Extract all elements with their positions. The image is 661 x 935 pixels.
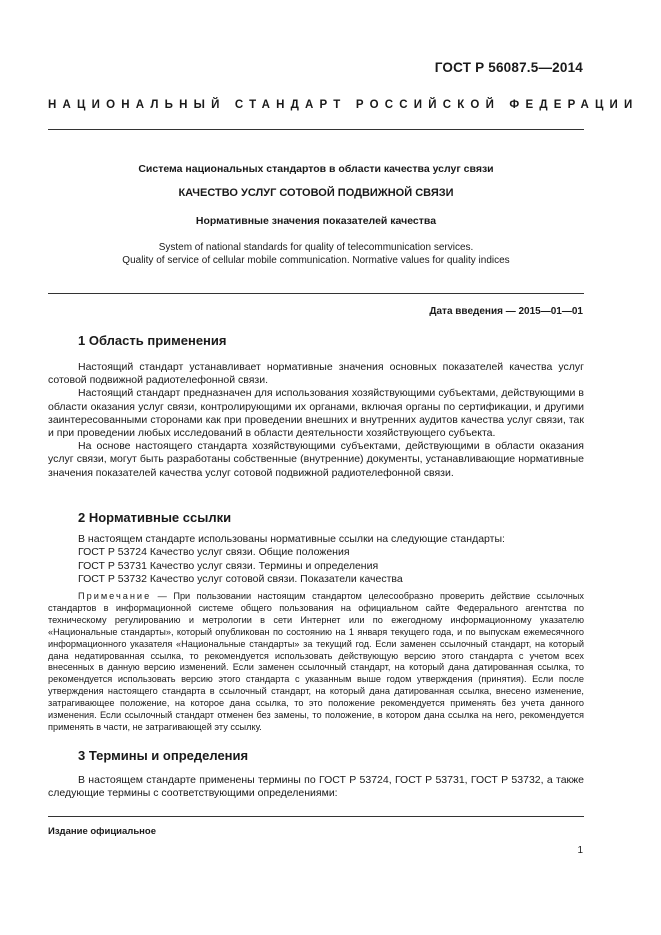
reference-item: ГОСТ Р 53732 Качество услуг сотовой связи. Показатели качества	[78, 572, 403, 585]
title-rule	[48, 293, 584, 294]
reference-item: ГОСТ Р 53724 Качество услуг связи. Общие положения	[78, 546, 350, 559]
national-standard-banner: НАЦИОНАЛЬНЫЙ СТАНДАРТ РОССИЙСКОЙ ФЕДЕРАЦИИ	[48, 99, 639, 111]
section-2-heading: 2 Нормативные ссылки	[78, 510, 232, 525]
section-1-heading: 1 Область применения	[78, 333, 227, 348]
section-3-heading: 3 Термины и определения	[78, 748, 249, 763]
note-paragraph	[48, 591, 584, 734]
edition-label: Издание официальное	[48, 826, 156, 837]
reference-item: ГОСТ Р 53731 Качество услуг связи. Термины и определения	[78, 559, 379, 572]
footer-rule	[48, 816, 584, 817]
document-subtitle: Нормативные значения показателей качества	[195, 215, 437, 227]
english-title	[48, 241, 584, 267]
introduction-date: Дата введения — 2015—01—01	[429, 306, 583, 317]
section-2-note	[48, 591, 584, 734]
section-3-paragraph-1: В настоящем стандарте применены термины по ГОСТ Р 53724, ГОСТ Р 53731, ГОСТ Р 53732, а также следующие термины с соответствующими определениями:	[48, 774, 584, 800]
page-number: 1	[577, 845, 583, 856]
gost-number: ГОСТ Р 56087.5—2014	[434, 60, 583, 75]
english-title-line-2: Quality of service of cellular mobile communication. Normative values for quality indices	[122, 255, 510, 266]
note-label: Примечание	[78, 591, 152, 601]
section-1-paragraph-1: Настоящий стандарт устанавливает нормативные значения основных показателей качества услуг сотовой подвижной радиотелефонной связи.	[48, 361, 584, 387]
section-3-body	[48, 774, 584, 800]
section-2-reference-list	[78, 533, 505, 586]
system-title: Система национальных стандартов в области качества услуг связи	[138, 163, 494, 175]
english-title-line-1: System of national standards for quality of telecommunication services.	[158, 242, 474, 253]
section-2-intro: В настоящем стандарте использованы нормативные ссылки на следующие стандарты:	[78, 533, 505, 545]
note-text: — При пользовании настоящим стандартом целесообразно проверить действие ссылочных стандартов в информационной системе общего пользования на официальном сайте Федерального агентства по техническому регулированию и метрологии в сети Интернет или по ежегодному информационному указателю «Национальные стандарты», который опубликован по состоянию на 1 января текущего года, и по выпускам ежемесячного информационного указателя «Национальные стандарты» за текущий год. Если заменен ссылочный стандарт, на который дана недатированная ссылка, то рекомендуется использовать действующую версию этого стандарта с учетом всех внесенных в данную версию изменений. Если заменен ссылочный стандарт, на который дана датированная ссылка, то рекомендуется использовать версию этого стандарта с указанным выше годом утверждения (принятия). Если после утверждения настоящего стандарта в ссылочный стандарт, на который дана датированная ссылка, внесено изменение, затрагивающее положение, на которое дана ссылка, то это положение рекомендуется применять без учета данного изменения. Если ссылочный стандарт отменен без замены, то положение, в котором дана ссылка на него, рекомендуется применять в части, не затрагивающей эту ссылку.	[48, 591, 584, 732]
section-1-paragraph-3: На основе настоящего стандарта хозяйствующими субъектами, действующими в области оказания услуг связи, могут быть разработаны собственные (внутренние) документы, устанавливающие нормативные значения показателей качества услуг сотовой подвижной радиотелефонной связи.	[48, 440, 584, 479]
section-1-body	[48, 361, 584, 480]
section-1-paragraph-2: Настоящий стандарт предназначен для использования хозяйствующими субъектами, действующими в области оказания услуг связи, контролирующими их органами, включая органы по сертификации, и другими заинтересованными сторонами как при проведении внешних и внутренних аудитов качества услуг связи, так и при проведении любых исследований в области деятельности хозяйствующего субъекта.	[48, 387, 584, 440]
top-rule	[48, 129, 584, 130]
document-title: КАЧЕСТВО УСЛУГ СОТОВОЙ ПОДВИЖНОЙ СВЯЗИ	[178, 187, 454, 199]
